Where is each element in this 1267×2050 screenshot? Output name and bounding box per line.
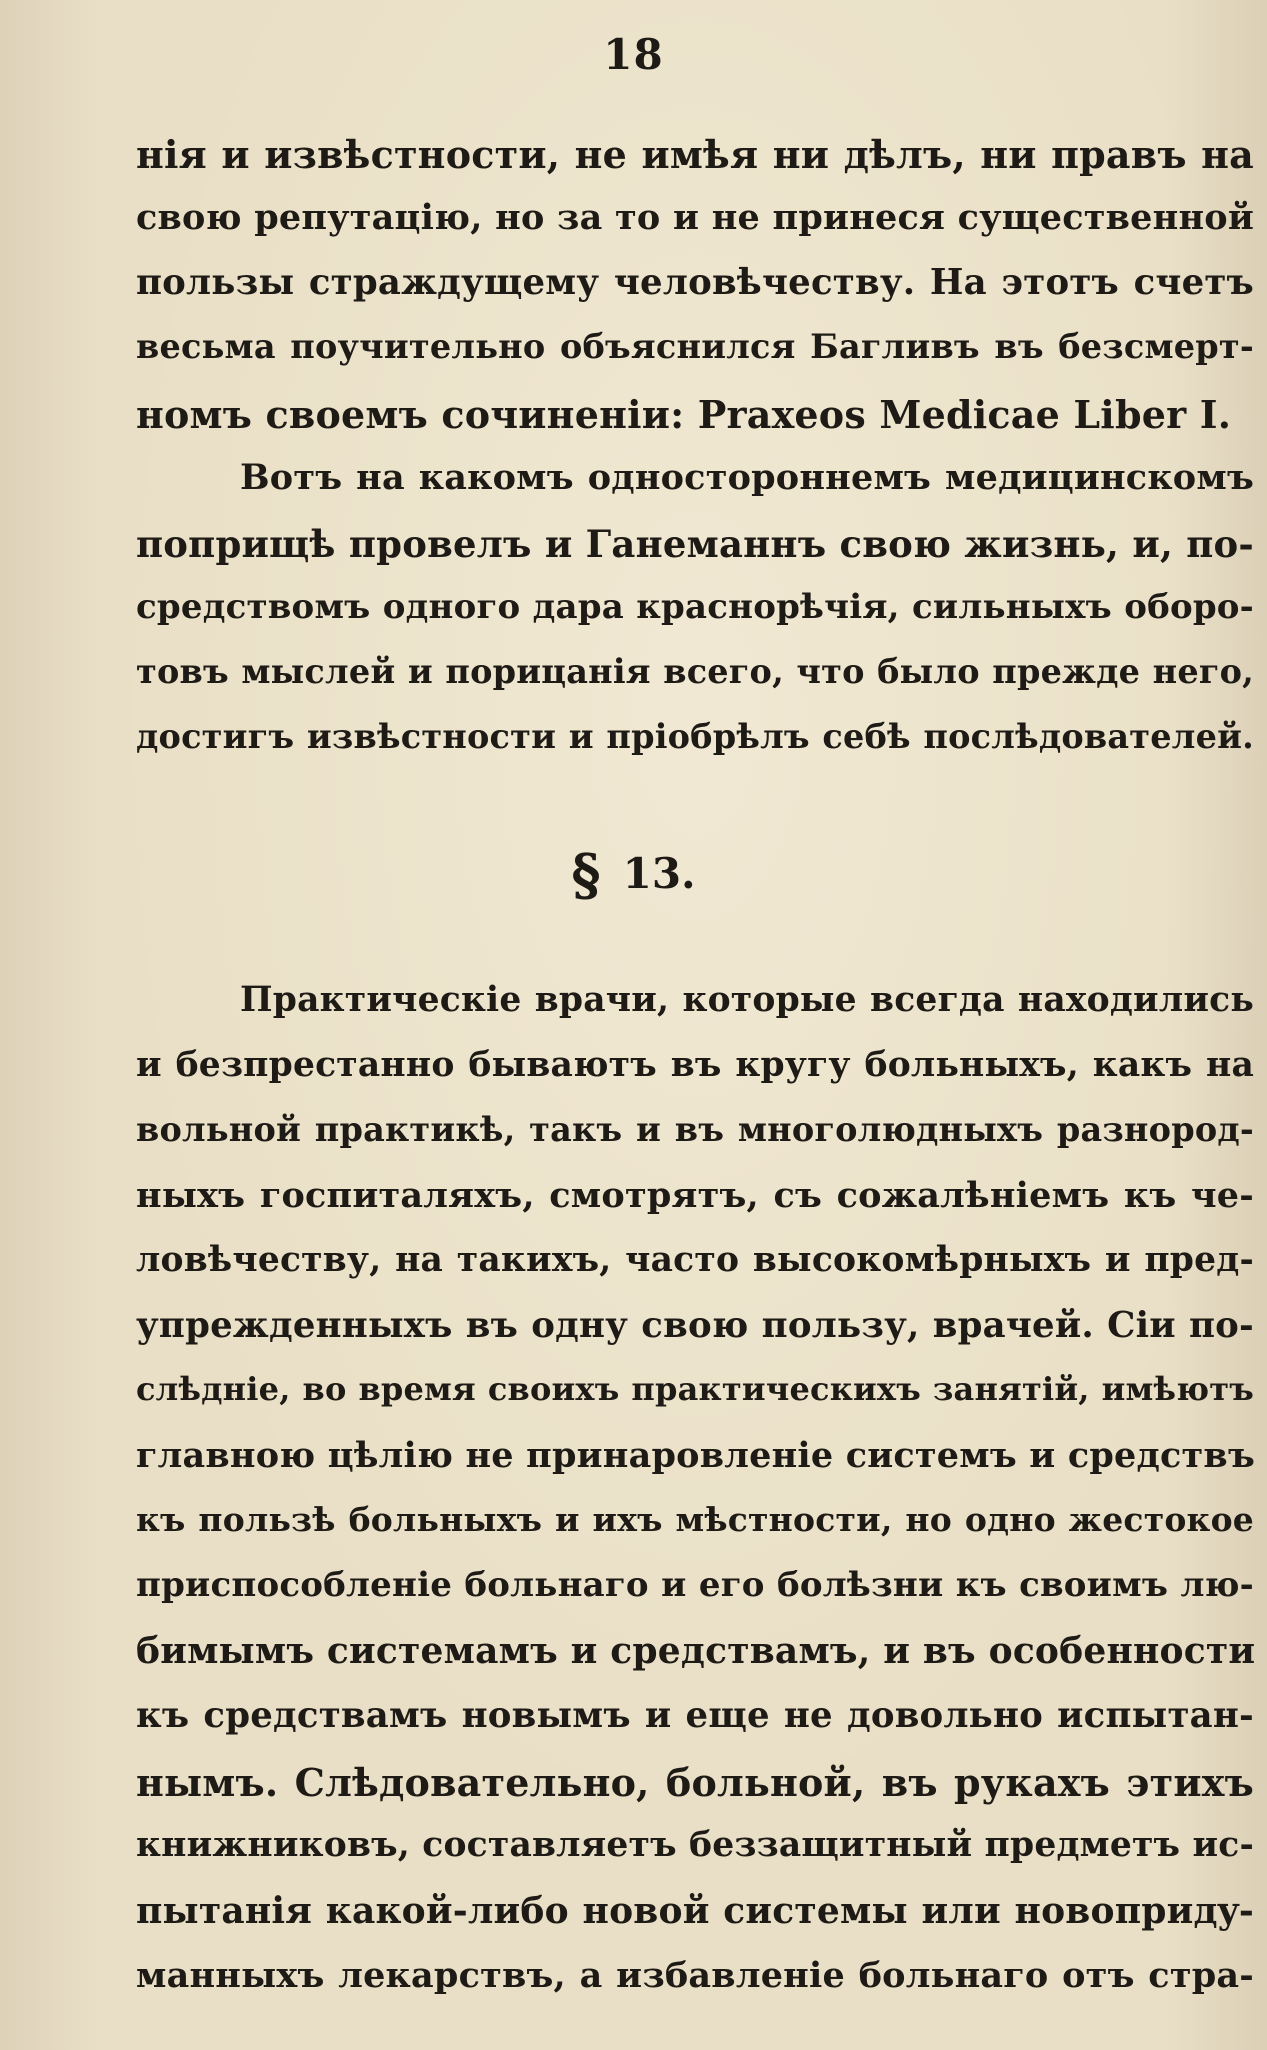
page-number: 18	[603, 30, 664, 79]
paragraph-3-line-7: слѣдніе, во время своихъ практическихъ занятій, имѣютъ	[136, 1370, 1254, 1408]
paragraph-1-line-3: пользы страждущему человѣчеству. На этотъ счетъ	[136, 262, 1254, 303]
paragraph-3-line-6: упрежденныхъ въ одну свою пользу, врачей. Сіи по-	[136, 1305, 1254, 1346]
paragraph-3-line-3: вольной практикѣ, такъ и въ многолюдныхъ разнород-	[136, 1110, 1254, 1149]
paragraph-2-line-1: Вотъ на какомъ одностороннемъ медицинскомъ	[240, 457, 1254, 498]
paragraph-1-line-4: весьма поучительно объяснился Багливъ въ безсмерт-	[136, 327, 1254, 366]
paragraph-2-line-3: средствомъ одного дара краснорѣчія, сильныхъ оборо-	[136, 587, 1254, 627]
paragraph-3-line-13: нымъ. Слѣдовательно, больной, въ рукахъ этихъ	[136, 1760, 1254, 1805]
paragraph-2-line-2: поприщѣ провелъ и Ганеманнъ свою жизнь, и, по-	[136, 522, 1254, 566]
paragraph-2-line-5: достигъ извѣстности и пріобрѣлъ себѣ послѣдователей.	[136, 717, 1254, 756]
section-heading	[0, 842, 1267, 908]
paragraph-2-line-4: товъ мыслей и порицанія всего, что было прежде него,	[136, 652, 1254, 691]
paragraph-3-line-16: манныхъ лекарствъ, а избавленіе больнаго отъ стра-	[136, 1955, 1254, 1996]
paragraph-3-line-10: приспособленіе больнаго и его болѣзни къ своимъ лю-	[136, 1565, 1254, 1605]
paragraph-3-line-4: ныхъ госпиталяхъ, смотрятъ, съ сожалѣніемъ къ че-	[136, 1175, 1254, 1216]
paragraph-1-line-2: свою репутацію, но за то и не принеся существенной	[136, 197, 1254, 238]
paragraph-3-line-8: главною цѣлію не принаровленіе системъ и средствъ	[136, 1435, 1255, 1476]
paragraph-3-line-9: къ пользѣ больныхъ и ихъ мѣстности, но одно жестокое	[136, 1500, 1254, 1539]
paragraph-3-line-5: ловѣчеству, на такихъ, часто высокомѣрныхъ и пред-	[136, 1240, 1254, 1280]
section-sign: §	[571, 842, 601, 908]
paragraph-3-line-15: пытанія какой-либо новой системы или новопридy-	[136, 1890, 1254, 1932]
paragraph-3-line-12: къ средствамъ новымъ и еще не довольно испытан-	[136, 1695, 1254, 1736]
paragraph-3-line-14: книжниковъ, составляетъ беззащитный предметъ ис-	[136, 1825, 1254, 1865]
paragraph-3-line-1: Практическіе врачи, которые всегда находились	[240, 980, 1254, 1020]
paragraph-3-line-2: и безпрестанно бываютъ въ кругу больныхъ, какъ на	[136, 1045, 1254, 1085]
section-number: 13.	[622, 849, 696, 898]
paragraph-1-line-5: номъ своемъ сочиненіи: Praxeos Medicae Liber I.	[136, 392, 1232, 437]
paragraph-3-line-11: бимымъ системамъ и средствамъ, и въ особенности	[136, 1630, 1256, 1672]
paragraph-1-line-1: нія и извѣстности, не имѣя ни дѣлъ, ни правъ на	[136, 132, 1254, 177]
